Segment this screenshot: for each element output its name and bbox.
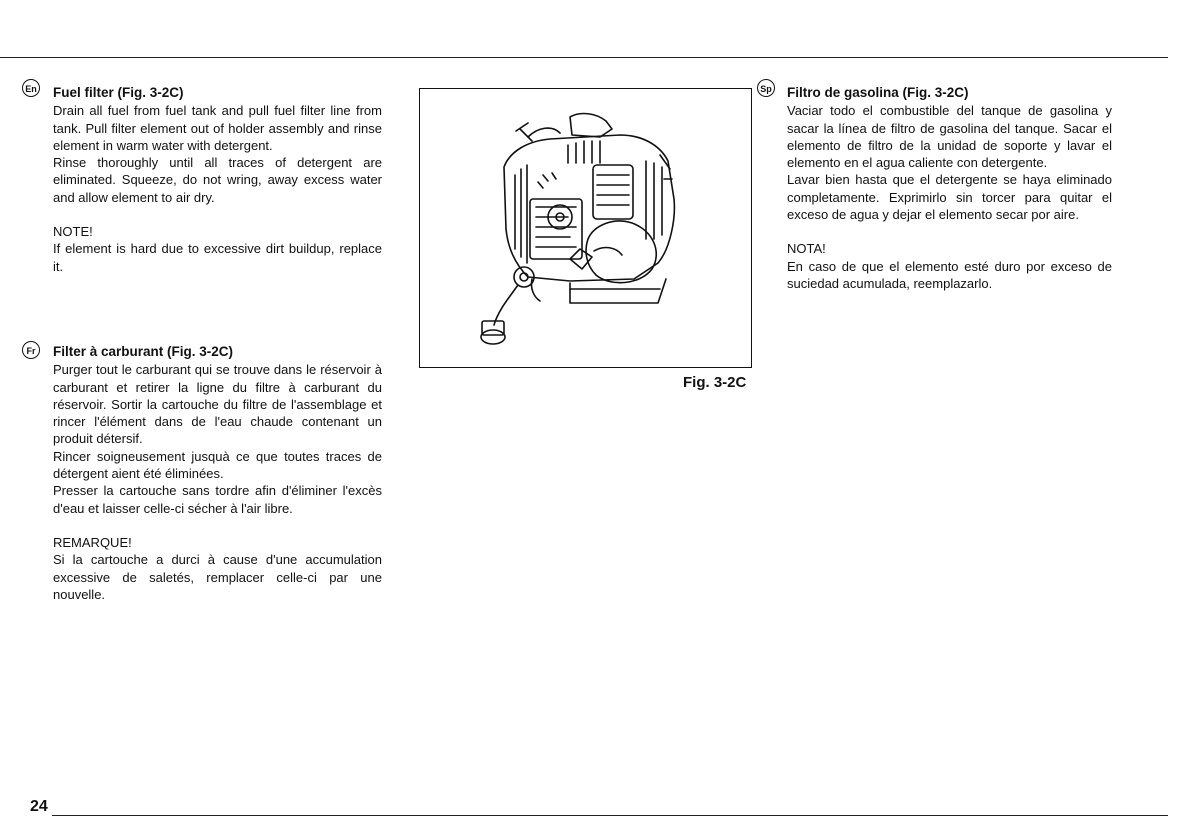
- english-section: [53, 84, 382, 275]
- spanish-paragraph-2: Lavar bien hasta que el detergente se haya eliminado completamente. Exprimirlo sin torcer para quitar el exceso de agua y dejar el elemento secar por aire.: [787, 172, 1112, 223]
- french-paragraph-2: Rincer soigneusement jusquà ce que toutes traces de détergent aient été éliminées.: [53, 448, 382, 482]
- spanish-section: [787, 84, 1112, 292]
- english-paragraph-1: Drain all fuel from fuel tank and pull fuel filter line from tank. Pull filter element out of holder assembly and rinse element in warm water with detergent.: [53, 103, 382, 153]
- spanish-language-badge: Sp: [757, 79, 775, 97]
- spanish-section-title: Filtro de gasolina (Fig. 3-2C): [787, 85, 969, 100]
- english-note-heading: NOTE!: [53, 224, 93, 240]
- page-number: 24: [30, 798, 48, 815]
- french-language-badge: Fr: [22, 341, 40, 359]
- french-paragraph-1: Purger tout le carburant qui se trouve dans le réservoir à carburant et retirer la ligne du filtre à carburant du réservoir. Sortir la cartouche du filtre de l'assemblage et rincer l'élément dans de l'eau chaude contenant un produit détersif.: [53, 362, 382, 447]
- figure-caption: Fig. 3-2C: [683, 374, 747, 391]
- bottom-divider: [52, 815, 1168, 816]
- spanish-note-heading: NOTA!: [787, 241, 826, 257]
- spanish-paragraph-1: Vaciar todo el combustible del tanque de gasolina y sacar la línea de filtro de gasolina del tanque. Sacar el elemento de filtro de la unidad de soporte y lavar el elemento en el agua caliente con detergente.: [787, 103, 1112, 171]
- french-section-title: Filter à carburant (Fig. 3-2C): [53, 344, 234, 359]
- english-paragraph-2: Rinse thoroughly until all traces of detergent are eliminated. Squeeze, do not wring, away excess water and allow element to air dry.: [53, 155, 382, 205]
- french-note-text: Si la cartouche a durci à cause d'une accumulation excessive de saletés, remplacer celle-ci par une nouvelle.: [53, 552, 382, 602]
- english-section-title: Fuel filter (Fig. 3-2C): [53, 85, 184, 100]
- fuel-filter-engine-illustration: [420, 89, 751, 367]
- french-section: [53, 343, 382, 603]
- english-note-text: If element is hard due to excessive dirt buildup, replace it.: [53, 241, 382, 274]
- french-paragraph-3: Presser la cartouche sans tordre afin d'éliminer l'excès d'eau et laisser celle-ci sécher à l'air libre.: [53, 483, 382, 516]
- english-language-badge: En: [22, 79, 40, 97]
- french-note-heading: REMARQUE!: [53, 534, 132, 550]
- spanish-note-text: En caso de que el elemento esté duro por exceso de suciedad acumulada, reemplazarlo.: [787, 258, 1112, 291]
- top-divider: [0, 57, 1168, 58]
- figure-frame: [419, 88, 752, 368]
